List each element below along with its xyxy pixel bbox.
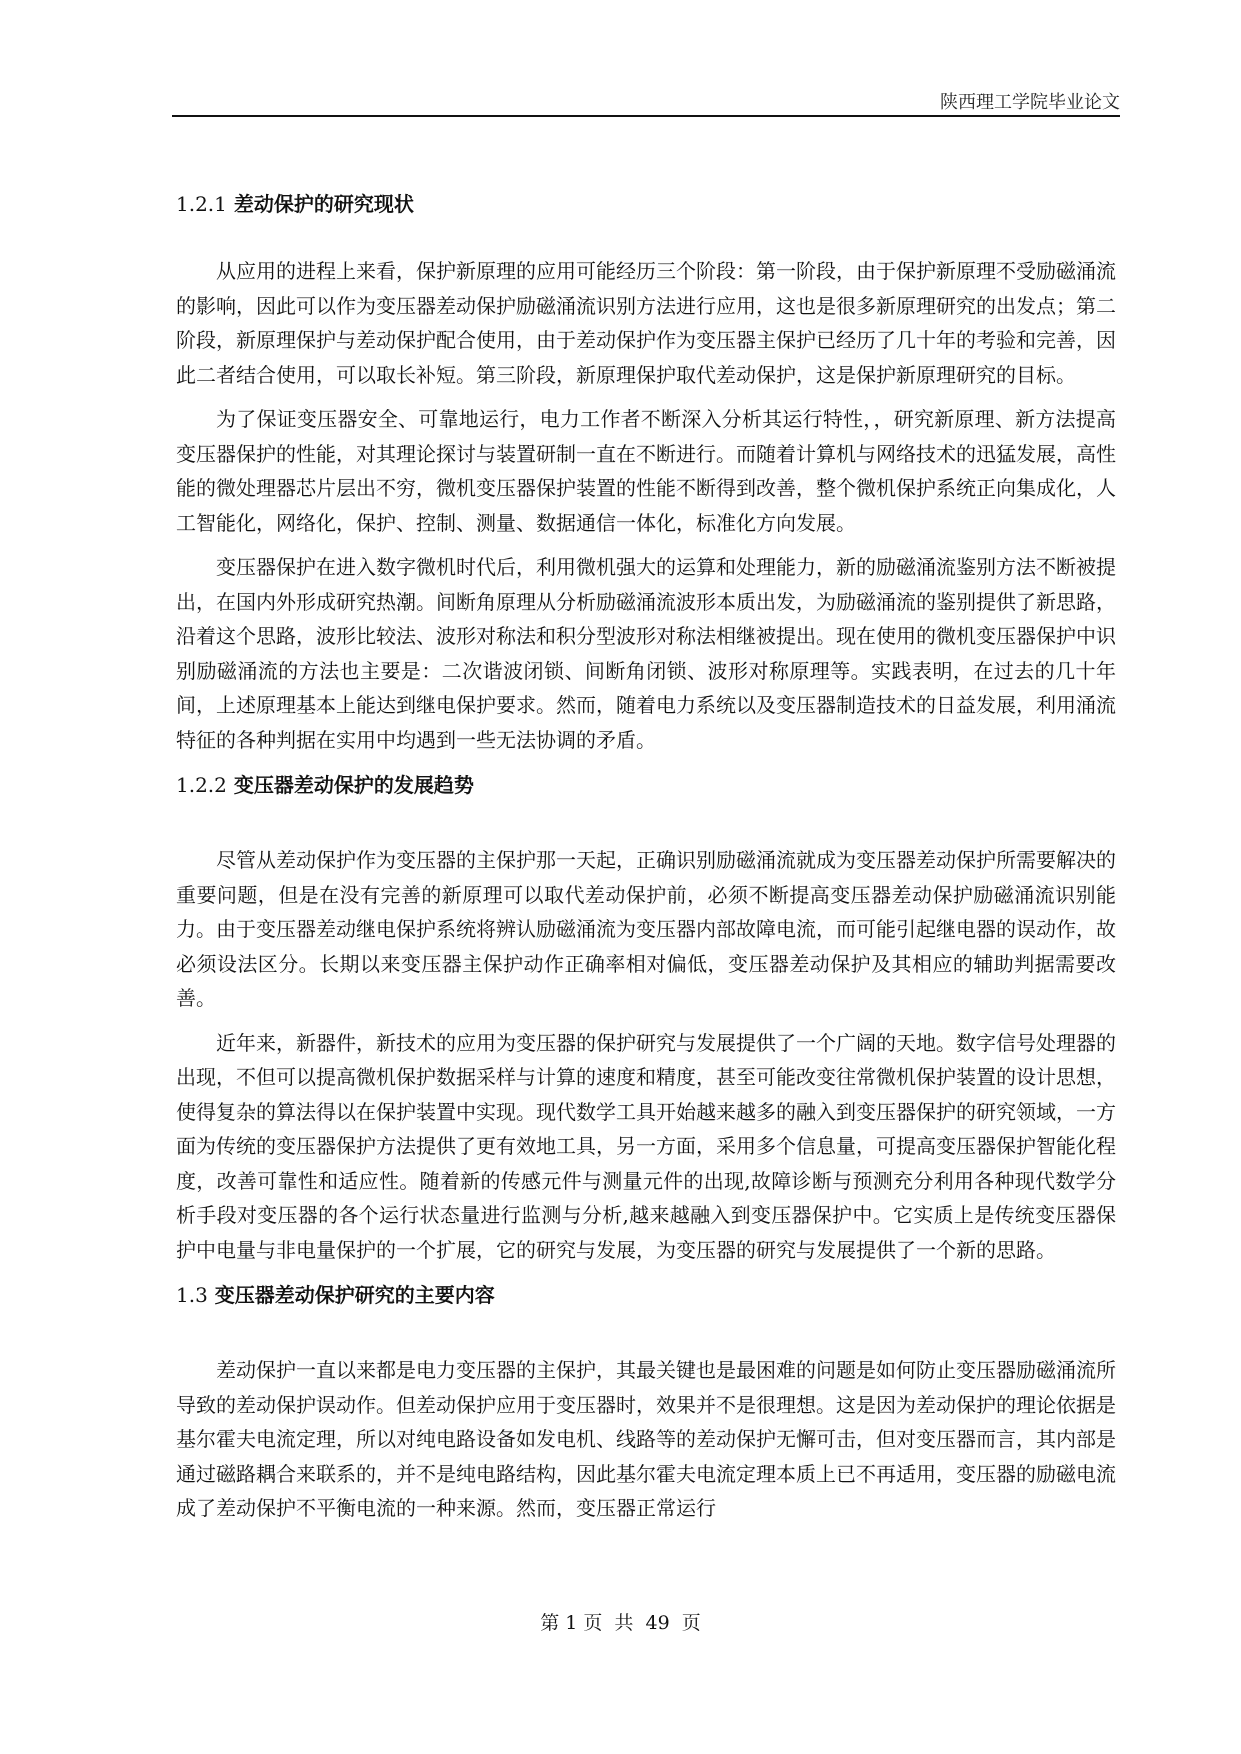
section-heading-1-2-1	[176, 190, 1116, 218]
paragraph: 变压器保护在进入数字微机时代后，利用微机强大的运算和处理能力，新的励磁涌流鉴别方法不断被提出，在国内外形成研究热潮。间断角原理从分析励磁涌流波形本质出发，为励磁涌流的鉴别提供了新思路，沿着这个思路，波形比较法、波形对称法和积分型波形对称法相继被提出。现在使用的微机变压器保护中识别励磁涌流的方法也主要是：二次谐波闭锁、间断角闭锁、波形对称原理等。实践表明，在过去的几十年间，上述原理基本上能达到继电保护要求。然而，随着电力系统以及变压器制造技术的日益发展，利用涌流特征的各种判据在实用中均遇到一些无法协调的矛盾。	[176, 555, 1116, 752]
footer-prefix: 第	[540, 1612, 560, 1634]
header-title: 陕西理工学院毕业论文	[940, 92, 1120, 113]
section-number: 1.2.1	[176, 192, 227, 216]
paragraph: 从应用的进程上来看，保护新原理的应用可能经历三个阶段：第一阶段，由于保护新原理不受励磁涌流的影响，因此可以作为变压器差动保护励磁涌流识别方法进行应用，这也是很多新原理研究的出发点；第二阶段，新原理保护与差动保护配合使用，由于差动保护作为变压器主保护已经历了几十年的考验和完善，因此二者结合使用，可以取长补短。第三阶段，新原理保护取代差动保护，这是保护新原理研究的目标。	[176, 259, 1116, 387]
footer-total-prefix: 共	[614, 1612, 634, 1634]
page-number: 1	[565, 1612, 578, 1634]
section-heading-1-2-2	[176, 771, 1116, 799]
section-heading-1-3	[176, 1281, 1116, 1309]
section-title: 变压器差动保护的发展趋势	[233, 773, 474, 797]
paragraph: 近年来，新器件，新技术的应用为变压器的保护研究与发展提供了一个广阔的天地。数字信号处理器的出现，不但可以提高微机保护数据采样与计算的速度和精度，甚至可能改变往常微机保护装置的设计思想，使得复杂的算法得以在保护装置中实现。现代数学工具开始越来越多的融入到变压器保护的研究领域，一方面为传统的变压器保护方法提供了更有效地工具，另一方面，采用多个信息量，可提高变压器保护智能化程度，改善可靠性和适应性。随着新的传感元件与测量元件的出现,故障诊断与预测充分利用各种现代数学分析手段对变压器的各个运行状态量进行监测与分析,越来越融入到变压器保护中。它实质上是传统变压器保护中电量与非电量保护的一个扩展，它的研究与发展，为变压器的研究与发展提供了一个新的思路。	[176, 1030, 1116, 1262]
page-footer	[0, 1608, 1241, 1635]
section-number: 1.2.2	[176, 773, 227, 797]
paragraph: 尽管从差动保护作为变压器的主保护那一天起，正确识别励磁涌流就成为变压器差动保护所需要解决的重要问题，但是在没有完善的新原理可以取代差动保护前，必须不断提高变压器差动保护励磁涌流识别能力。由于变压器差动继电保护系统将辨认励磁涌流为变压器内部故障电流，而可能引起继电器的误动作，故必须设法区分。长期以来变压器主保护动作正确率相对偏低，变压器差动保护及其相应的辅助判据需要改善。	[176, 848, 1116, 1010]
total-pages: 49	[645, 1612, 670, 1634]
section-title: 差动保护的研究现状	[233, 192, 414, 216]
section-number: 1.3	[176, 1283, 208, 1307]
footer-total-suffix: 页	[681, 1612, 701, 1634]
paragraph: 差动保护一直以来都是电力变压器的主保护，其最关键也是最困难的问题是如何防止变压器励磁涌流所导致的差动保护误动作。但差动保护应用于变压器时，效果并不是很理想。这是因为差动保护的理论依据是基尔霍夫电流定理，所以对纯电路设备如发电机、线路等的差动保护无懈可击，但对变压器而言，其内部是通过磁路耦合来联系的，并不是纯电路结构，因此基尔霍夫电流定理本质上已不再适用，变压器的励磁电流成了差动保护不平衡电流的一种来源。然而，变压器正常运行	[176, 1358, 1116, 1520]
footer-page-suffix: 页	[583, 1612, 603, 1634]
document-body	[176, 190, 1116, 1536]
section-title: 变压器差动保护研究的主要内容	[214, 1283, 495, 1307]
header-rule	[172, 115, 1120, 117]
page-header	[172, 88, 1120, 118]
paragraph: 为了保证变压器安全、可靠地运行，电力工作者不断深入分析其运行特性，，研究新原理、新方法提高变压器保护的性能，对其理论探讨与装置研制一直在不断进行。而随着计算机与网络技术的迅猛发展，高性能的微处理器芯片层出不穷，微机变压器保护装置的性能不断得到改善，整个微机保护系统正向集成化，人工智能化，网络化，保护、控制、测量、数据通信一体化，标准化方向发展。	[176, 407, 1116, 535]
